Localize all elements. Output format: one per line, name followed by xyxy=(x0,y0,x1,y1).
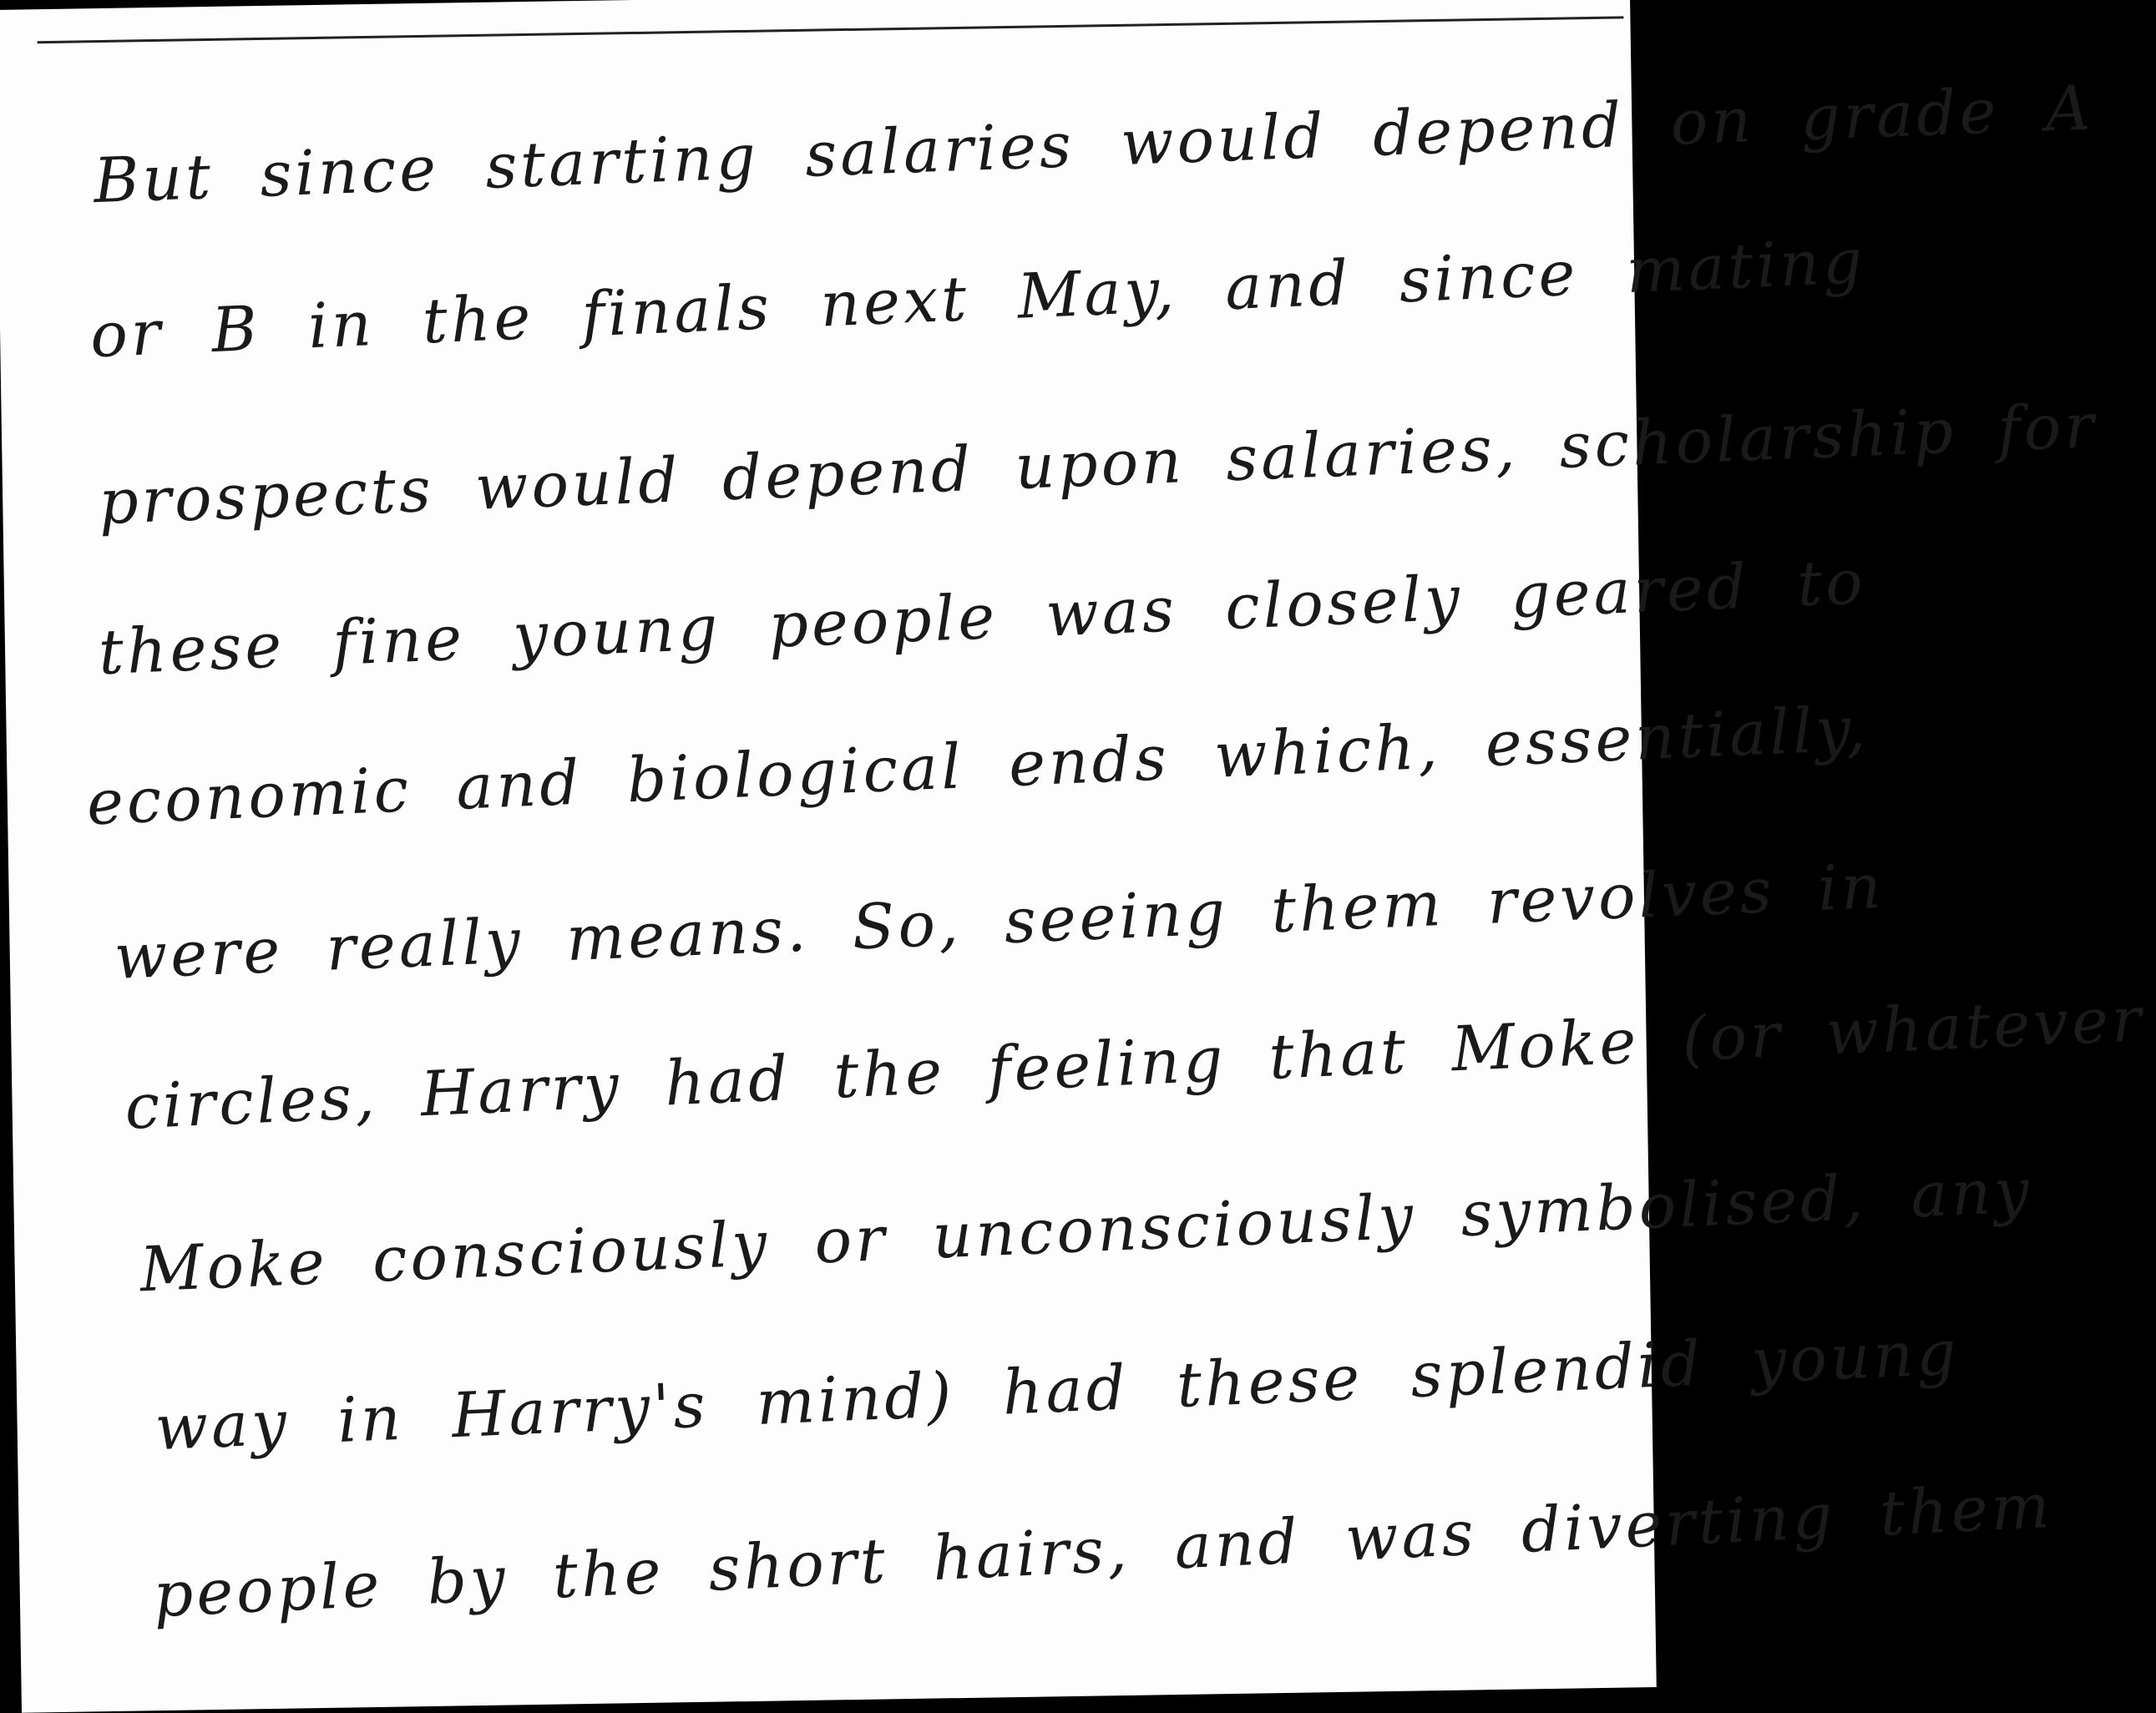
text-line-10: people by the short hairs, and was diverting them xyxy=(151,1470,2055,1632)
text-line-2: or B in the finals next May, and since mating xyxy=(89,225,1867,372)
text-line-3: prospects would depend upon salaries, scholarship for xyxy=(97,390,2099,539)
text-line-6: were really means. So, seeing them revolves in xyxy=(113,850,1885,993)
text-line-8: Moke consciously or unconsciously symbolised, any xyxy=(138,1155,2034,1306)
text-line-1: But since starting salaries would depend on grade A xyxy=(92,72,2095,218)
text-line-4: these fine young people was closely geared to xyxy=(97,546,1868,690)
text-line-7: circles, Harry had the feeling that Moke (or whatever xyxy=(123,983,2146,1144)
text-line-9: way in Harry's mind) had these splendid young xyxy=(153,1316,1961,1465)
text-line-5: economic and biological ends which, essentially, xyxy=(85,692,1870,840)
